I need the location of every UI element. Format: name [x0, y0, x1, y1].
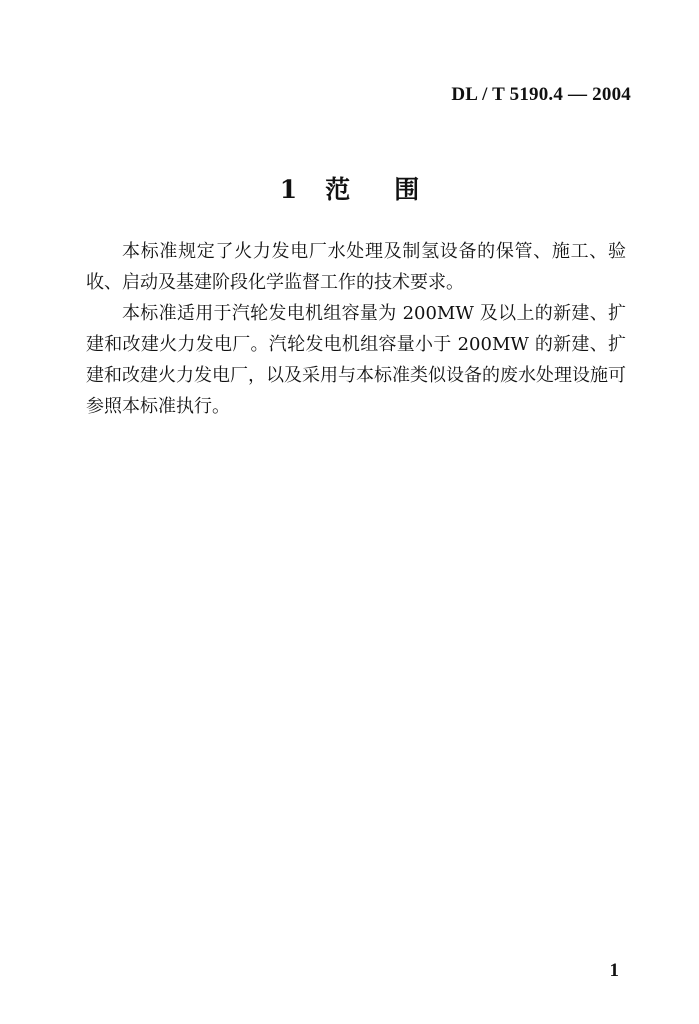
standard-code: DL / T 5190.4 — 2004 — [451, 84, 631, 105]
paragraph-applicability: 本标准适用于汽轮发电机组容量为 200MW 及以上的新建、扩建和改建火力发电厂。汽轮发电机组容量小于 200MW 的新建、扩建和改建火力发电厂，以及采用与本标准类似设备的废水处理设施可参照本标准执行。 — [86, 303, 626, 417]
section-title: 范围 — [325, 175, 464, 204]
section-heading — [0, 170, 699, 206]
paragraph-scope: 本标准规定了火力发电厂水处理及制氢设备的保管、施工、验收、启动及基建阶段化学监督工作的技术要求。 — [86, 241, 626, 293]
section-number: 1 — [279, 175, 298, 204]
page-number: 1 — [609, 960, 619, 981]
body-text — [86, 236, 626, 422]
